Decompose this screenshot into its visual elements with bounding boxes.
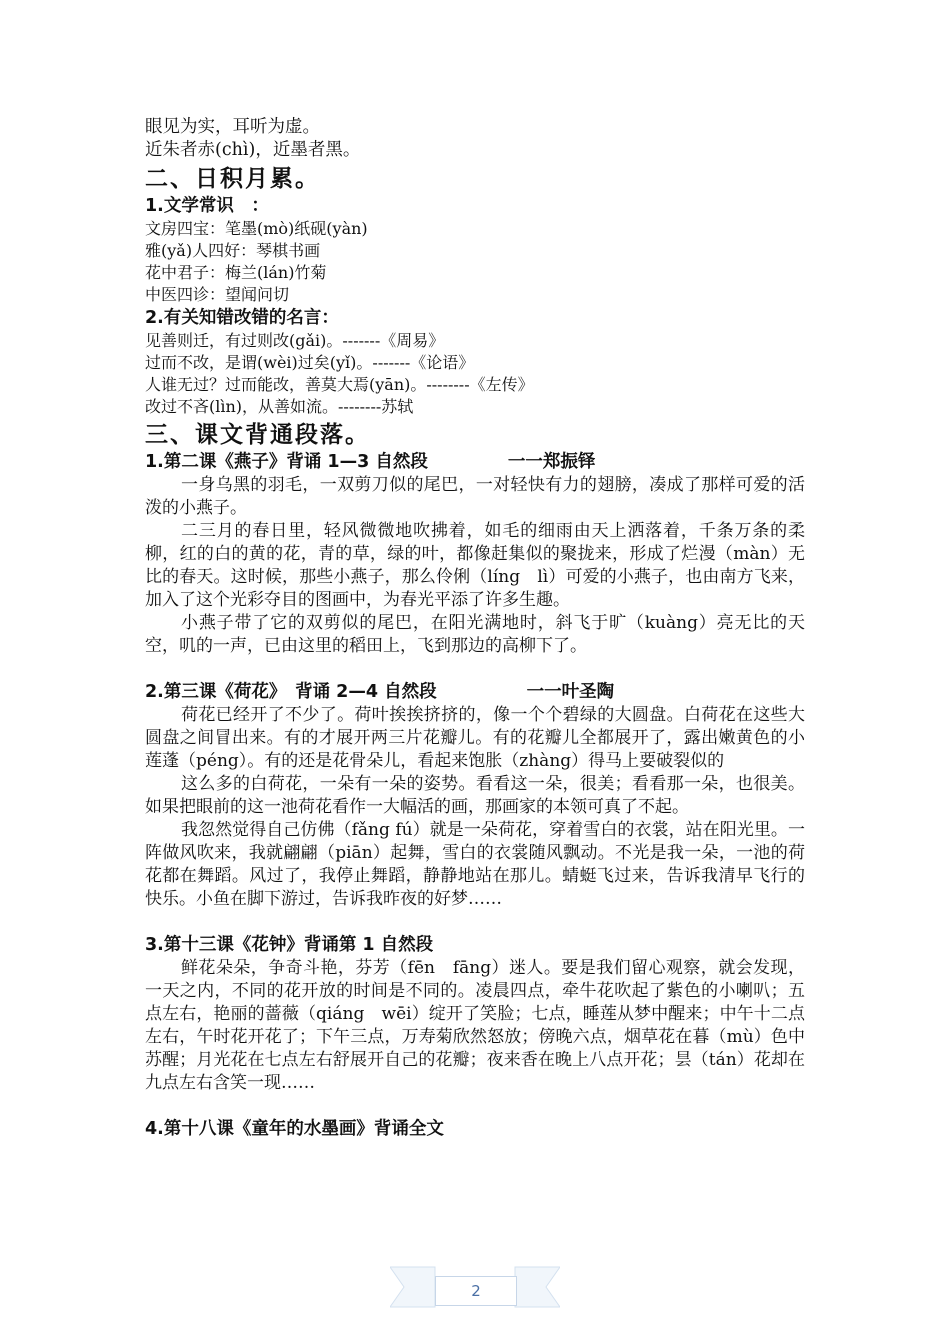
lesson-paragraph: 我忽然觉得自己仿佛（fǎng fú）就是一朵荷花，穿着雪白的衣裳，站在阳光里。一阵做风吹来，我就翩翩（piān）起舞，雪白的衣裳随风飘动。不光是我一朵，一池的荷花都在舞蹈。风过了，我停止舞蹈，静静地站在那儿。蜻蜓飞过来，告诉我清早飞行的快乐。小鱼在脚下游过，告诉我昨夜的好梦……: [145, 820, 805, 909]
lesson-title: [145, 450, 805, 474]
lesson-title: [145, 680, 805, 704]
lesson-paragraph: 这么多的白荷花，一朵有一朵的姿势。看看这一朵，很美；看看那一朵，也很美。如果把眼前的这一池荷花看作一大幅活的画，那画家的本领可真了不起。: [145, 774, 805, 817]
lesson-title: 3.第十三课《花钟》背诵第 1 自然段: [145, 935, 434, 955]
knowledge-line: 雅(yǎ)人四好：琴棋书画: [145, 241, 321, 260]
lesson-title-text: 2.第三课《荷花》 背诵 2—4 自然段: [145, 682, 437, 702]
subsection-title: 2.有关知错改错的名言：: [145, 308, 339, 328]
lesson-author: 一一郑振铎: [507, 452, 596, 472]
section-heading-3: 三、课文背通段落。: [145, 422, 370, 448]
lesson-paragraph: 荷花已经开了不少了。荷叶挨挨挤挤的，像一个个碧绿的大圆盘。白荷花在这些大圆盘之间冒出来。有的才展开两三片花瓣儿。有的花瓣儿全都展开了，露出嫩黄色的小莲蓬（péng）。有的还是花骨朵儿，看起来饱胀（zhàng）得马上要破裂似的: [145, 705, 805, 771]
lesson-title-text: 1.第二课《燕子》背诵 1—3 自然段: [145, 452, 428, 472]
knowledge-line: 文房四宝：笔墨(mò)纸砚(yàn): [145, 219, 368, 238]
page-number: 2: [435, 1276, 517, 1306]
subsection-title: 1.文学常识 ：: [145, 196, 269, 216]
lesson-author: 一一叶圣陶: [526, 682, 615, 702]
quote-line: 见善则迁，有过则改(gǎi)。-------《周易》: [145, 331, 445, 350]
proverb-line: 近朱者赤(chì)，近墨者黑。: [145, 140, 361, 160]
lesson-paragraph: 小燕子带了它的双剪似的尾巴，在阳光满地时，斜飞于旷（kuàng）亮无比的天空，叽的一声，已由这里的稻田上，飞到那边的高柳下了。: [145, 613, 805, 656]
quote-line: 改过不吝(lìn)，从善如流。--------苏轼: [145, 397, 414, 416]
proverb-line: 眼见为实，耳听为虚。: [145, 117, 320, 137]
quote-line: 人谁无过？过而能改，善莫大焉(yān)。--------《左传》: [145, 375, 534, 394]
knowledge-line: 花中君子：梅兰(lán)竹菊: [145, 263, 327, 282]
lesson-paragraph: 一身乌黑的羽毛，一双剪刀似的尾巴，一对轻快有力的翅膀，凑成了那样可爱的活泼的小燕子。: [145, 475, 805, 518]
lesson-paragraph: 二三月的春日里，轻风微微地吹拂着，如毛的细雨由天上洒落着，千条万条的柔柳，红的白的黄的花，青的草，绿的叶，都像赶集似的聚拢来，形成了烂漫（màn）无比的春天。这时候，那些小燕子，那么伶俐（líng lì）可爱的小燕子，也由南方飞来，加入了这个光彩夺目的图画中，为春光平添了许多生趣。: [145, 521, 805, 610]
knowledge-line: 中医四诊：望闻问切: [145, 285, 290, 304]
quote-line: 过而不改，是谓(wèi)过矣(yǐ)。-------《论语》: [145, 353, 475, 372]
page-content: [145, 116, 805, 1141]
lesson-paragraph: 鲜花朵朵，争奇斗艳，芬芳（fēn fāng）迷人。要是我们留心观察，就会发现，一天之内，不同的花开放的时间是不同的。凌晨四点，牵牛花吹起了紫色的小喇叭；五点左右，艳丽的蔷薇（qiáng wēi）绽开了笑脸；七点，睡莲从梦中醒来；中午十二点左右，午时花开花了；下午三点，万寿菊欣然怒放；傍晚六点，烟草花在暮（mù）色中苏醒；月光花在七点左右舒展开自己的花瓣；夜来香在晚上八点开花；昙（tán）花却在九点左右含笑一现……: [145, 958, 805, 1093]
lesson-title: 4.第十八课《童年的水墨画》背诵全文: [145, 1119, 444, 1139]
section-heading-2: 二、日积月累。: [145, 166, 320, 192]
